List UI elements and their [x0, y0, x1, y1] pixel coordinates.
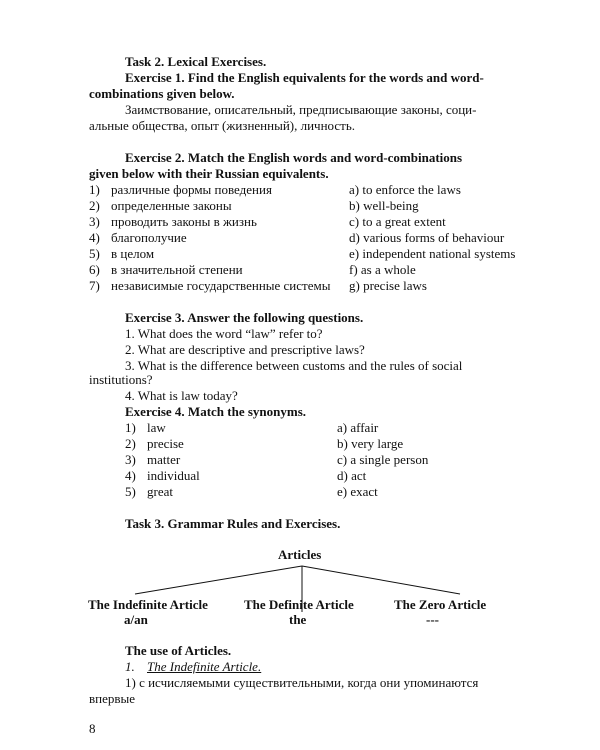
ex4-right-item: a) affair	[337, 420, 379, 435]
ex1-title-line1: Exercise 1. Find the English equivalents for the words and word-	[125, 70, 484, 85]
ex2-left-num: 5)	[89, 246, 100, 261]
ex2-left-num: 3)	[89, 214, 100, 229]
ex2-left-item: различные формы поведения	[111, 182, 272, 197]
ex2-left-item: в значительной степени	[111, 262, 243, 277]
ex4-left-num: 1)	[125, 420, 136, 435]
indefinite-heading: The Indefinite Article.	[147, 659, 262, 674]
rule1-line2: впервые	[89, 691, 136, 706]
ex4-right-item: e) exact	[337, 484, 378, 499]
ex2-right-item: c) to a great extent	[349, 214, 446, 229]
ex2-left-item: проводить законы в жизнь	[111, 214, 257, 229]
tree-zero-article: The Zero Article	[394, 597, 487, 612]
ex2-title-line2: given below with their Russian equivalents.	[89, 166, 329, 181]
ex4-left-num: 3)	[125, 452, 136, 467]
ex2-right-item: b) well-being	[349, 198, 419, 213]
tree-definite-sub: the	[289, 612, 307, 627]
ex4-right-item: d) act	[337, 468, 367, 483]
ex4-left-item: matter	[147, 452, 181, 467]
ex2-right-item: a) to enforce the laws	[349, 182, 461, 197]
indefinite-heading-number: 1.	[125, 659, 135, 674]
ex3-question-3-line1: 3. What is the difference between customs and the rules of social	[125, 358, 463, 373]
ex3-question-4: 4. What is law today?	[125, 388, 238, 403]
tree-zero-sub: ---	[426, 612, 439, 627]
rule1-line1: 1) с исчисляемыми существительными, когда они упоминаются	[125, 675, 479, 690]
ex2-right-item: e) independent national systems	[349, 246, 516, 261]
ex2-left-item: в целом	[111, 246, 155, 261]
ex3-title: Exercise 3. Answer the following questions.	[125, 310, 364, 325]
ex1-text-line2: альные общества, опыт (жизненный), личность.	[89, 118, 355, 133]
ex1-text-line1: Заимствование, описательный, предписывающие законы, соци-	[125, 102, 477, 117]
task3-title: Task 3. Grammar Rules and Exercises.	[125, 516, 341, 531]
ex4-left-item: law	[147, 420, 166, 435]
tree-definite-article: The Definite Article	[244, 597, 354, 612]
tree-root-articles: Articles	[278, 547, 322, 562]
use-of-articles-title: The use of Articles.	[125, 643, 232, 658]
tree-branch-right	[302, 566, 460, 594]
ex4-left-num: 5)	[125, 484, 136, 499]
ex4-title: Exercise 4. Match the synonyms.	[125, 404, 307, 419]
ex4-right-item: b) very large	[337, 436, 404, 451]
page-number: 8	[89, 721, 96, 736]
ex2-left-num: 4)	[89, 230, 100, 245]
ex2-right-item: f) as a whole	[349, 262, 416, 277]
ex2-left-num: 7)	[89, 278, 100, 293]
ex2-left-num: 1)	[89, 182, 100, 197]
ex2-title-line1: Exercise 2. Match the English words and word-combinations	[125, 150, 463, 165]
ex2-left-item: определенные законы	[111, 198, 232, 213]
ex4-left-num: 4)	[125, 468, 136, 483]
ex2-left-item: независимые государственные системы	[111, 278, 331, 293]
ex2-right-item: g) precise laws	[349, 278, 427, 293]
ex2-left-num: 6)	[89, 262, 100, 277]
ex4-left-item: precise	[147, 436, 184, 451]
ex2-right-item: d) various forms of behaviour	[349, 230, 505, 245]
ex3-question-3-line2: institutions?	[89, 372, 153, 387]
ex3-question-1: 1. What does the word “law” refer to?	[125, 326, 323, 341]
ex2-left-num: 2)	[89, 198, 100, 213]
ex2-left-item: благополучие	[111, 230, 187, 245]
tree-indefinite-sub: a/an	[124, 612, 148, 627]
ex3-question-2: 2. What are descriptive and prescriptive laws?	[125, 342, 365, 357]
tree-branch-left	[135, 566, 302, 594]
ex4-left-num: 2)	[125, 436, 136, 451]
task2-title: Task 2. Lexical Exercises.	[125, 54, 267, 69]
ex1-title-line2: combinations given below.	[89, 86, 235, 101]
ex4-left-item: individual	[147, 468, 200, 483]
ex4-right-item: c) a single person	[337, 452, 429, 467]
tree-indefinite-article: The Indefinite Article	[88, 597, 208, 612]
ex4-left-item: great	[147, 484, 173, 499]
